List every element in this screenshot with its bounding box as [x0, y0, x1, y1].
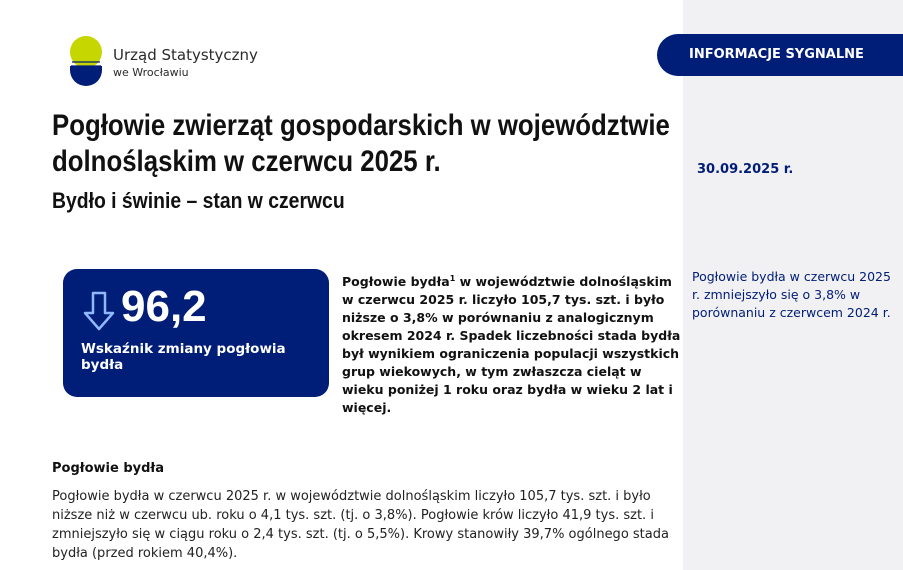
lead-rest: w województwie dolnośląskim w czerwcu 2025 r. liczyło 105,7 tys. szt. i było niższe o 3,8% w porównaniu z analogicznym okresem 2024 r. Spadek liczebności stada bydła był wynikiem ograniczenia populacji wszystkich grup wiekowych, w tym zwłaszcza cieląt w wieku poniżej 1 roku oraz bydła w wieku 2 lat i więcej.	[342, 274, 681, 416]
section-title: Pogłowie bydła	[52, 461, 165, 476]
lead-paragraph	[342, 270, 682, 417]
sidebar-summary: Pogłowie bydła w czerwcu 2025 r. zmniejszyło się o 3,8% w porównaniu z czerwcem 2024 r.	[692, 269, 891, 320]
footnote-marker[interactable]: 1	[449, 274, 456, 283]
page-title	[52, 108, 670, 180]
publication-date: 30.09.2025 r.	[697, 162, 794, 177]
page-title-line1: Pogłowie zwierząt gospodarskich w województwie	[52, 109, 670, 142]
arrow-down-icon	[83, 291, 115, 331]
kpi-value: 96,2	[121, 282, 207, 331]
logo-top-circle	[70, 36, 102, 68]
section-body: Pogłowie bydła w czerwcu 2025 r. w województwie dolnośląskim liczyło 105,7 tys. szt. i było niższe niż w czerwcu ub. roku o 4,1 tys. szt. (tj. o 3,8%). Pogłowie krów liczyło 41,9 tys. szt. i zmniejszyło się w ciągu roku o 2,4 tys. szt. (tj. o 5,5%). Krowy stanowiły 39,7% ogólnego stada bydła (przed rokiem 40,4%).	[52, 489, 669, 561]
kpi-card	[63, 269, 329, 397]
page-subtitle: Bydło i świnie – stan w czerwcu	[52, 188, 345, 213]
office-name: Urząd Statystyczny	[113, 46, 258, 64]
page-title-line2: dolnośląskim w czerwcu 2025 r.	[52, 145, 441, 178]
office-logo	[68, 36, 104, 88]
kpi-label: Wskaźnik zmiany pogłowia bydła	[81, 341, 286, 373]
logo-bottom-halfcircle	[70, 66, 102, 86]
office-city: we Wrocławiu	[113, 66, 189, 79]
lead-start: Pogłowie bydła	[342, 274, 450, 290]
info-tab-label: INFORMACJE SYGNALNE	[657, 34, 903, 76]
